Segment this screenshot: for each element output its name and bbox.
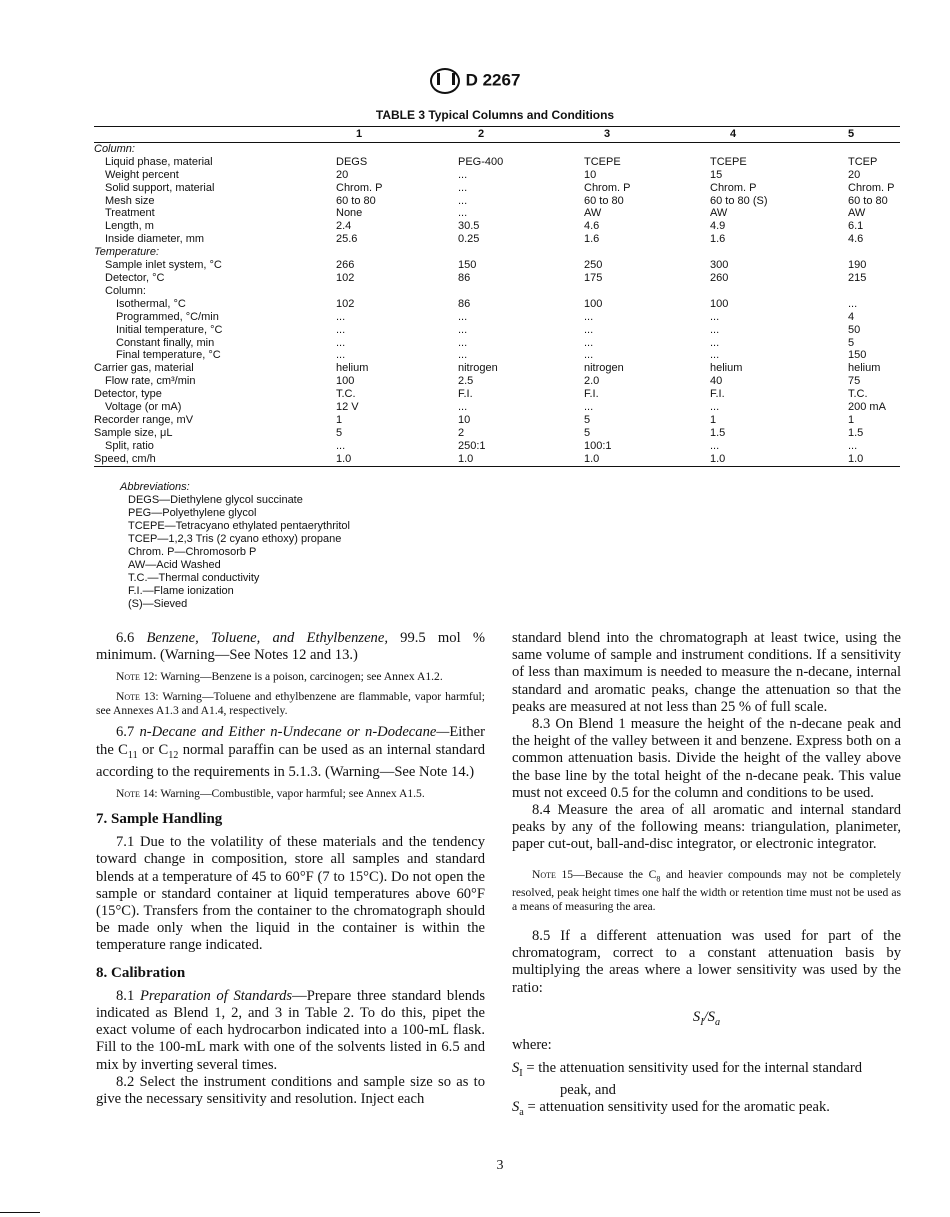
table-cell: TCEPE — [584, 155, 621, 168]
section-title: Preparation of Standards — [139, 987, 293, 1004]
table-cell: ... — [848, 439, 858, 452]
table-row — [94, 259, 900, 272]
section-text: or C — [137, 741, 169, 758]
table-cell: 190 — [848, 259, 867, 272]
definition-sa — [512, 1099, 901, 1121]
table-cell: 6.1 — [848, 220, 864, 233]
table-cell: 2 — [458, 426, 465, 439]
table-cell: 175 — [584, 271, 603, 284]
row-label: Carrier gas, material — [94, 362, 194, 375]
table-cell: 5 — [848, 336, 855, 349]
table-cell: 1.0 — [710, 453, 848, 466]
section-number: 6.7 — [116, 724, 135, 741]
def-text: = the attenuation sensitivity used for the internal standard — [522, 1060, 863, 1077]
table-cell: 100 — [584, 297, 603, 310]
table-cell: ... — [584, 310, 594, 323]
section-text: 99.5 mol % minimum. (Warning—See Notes 12 and 13.) — [96, 630, 485, 664]
table-cell: 1.6 — [710, 233, 726, 246]
eq-symbol: S — [692, 1008, 701, 1025]
table-cell — [710, 285, 848, 298]
table-cell: ... — [710, 323, 720, 336]
table-cell: 2.0 — [584, 375, 600, 388]
table-cell: AW — [710, 207, 728, 220]
section-title: Benzene, Toluene, and Ethylbenzene, — [146, 630, 388, 646]
table-cell: 215 — [848, 271, 867, 284]
row-label: Split, ratio — [105, 439, 154, 452]
table-cell: 30.5 — [458, 220, 480, 233]
table-cell: 1 — [848, 413, 855, 426]
table-cell: 1.0 — [458, 453, 584, 466]
table-cell: 1 — [336, 413, 343, 426]
section-number: 6.6 — [116, 630, 135, 646]
section-number: 8.1 — [116, 987, 135, 1004]
table-cell: ... — [710, 336, 720, 349]
table-cell: 75 — [848, 375, 861, 388]
table-cell: 15 — [710, 168, 723, 181]
table-cell: Chrom. P — [848, 181, 895, 194]
page-number: 3 — [496, 1158, 504, 1173]
table-row — [94, 182, 900, 195]
table-cell: ... — [458, 336, 468, 349]
section-8-3: 8.3 On Blend 1 measure the height of the n-decane peak and the height of the valley between it and benzene. Express both on a common attenuation basis. Divide the height of the valley above the base line by the total height of the n-decane peak. This value must not exceed 0.5 for the column and conditions to be used. — [512, 716, 901, 801]
row-label: Length, m — [105, 220, 154, 233]
table-cell: ... — [458, 349, 468, 362]
table-cell: 1.6 — [584, 233, 600, 246]
note-text: Warning—Combustible, vapor harmful; see Annex A1.5. — [157, 786, 425, 800]
page-header — [0, 68, 950, 94]
table-cell: 1 — [710, 413, 717, 426]
abbreviations-list — [120, 494, 350, 611]
note-14 — [96, 787, 485, 801]
ratio-equation — [512, 1009, 901, 1031]
table-cell: 20 — [336, 168, 349, 181]
table-cell: ... — [336, 323, 346, 336]
row-label: Final temperature, °C — [116, 349, 221, 362]
subscript: 12 — [168, 749, 179, 761]
table-cell: AW — [848, 207, 866, 220]
table-cell: 200 mA — [848, 401, 886, 414]
table-caption: TABLE 3 Typical Columns and Conditions — [375, 108, 615, 122]
note-15 — [512, 868, 901, 914]
table-cell: 40 — [710, 375, 723, 388]
table-cell — [584, 142, 710, 155]
table-cell — [848, 285, 900, 298]
table-row — [94, 388, 900, 401]
table-cell: 1.0 — [584, 453, 710, 466]
table-row — [94, 337, 900, 350]
table-cell: ... — [458, 310, 468, 323]
table-cell: ... — [710, 401, 720, 414]
definition-si — [512, 1060, 901, 1099]
abbreviation-item: TCEP—1,2,3 Tris (2 cyano ethoxy) propane — [128, 533, 342, 545]
subscript: 11 — [127, 749, 138, 761]
heading-calibration: 8. Calibration — [96, 964, 186, 981]
table-cell: 20 — [848, 168, 861, 181]
table-cell: 1.0 — [848, 453, 900, 466]
table-cell: 10 — [458, 413, 471, 426]
abbreviation-item: DEGS—Diethylene glycol succinate — [128, 494, 303, 506]
table-cell: 60 to 80 (S) — [710, 194, 768, 207]
section-6-7 — [96, 724, 485, 781]
table-cell: ... — [336, 439, 346, 452]
note-label: Note 14: — [116, 786, 158, 800]
table-cell: F.I. — [458, 388, 473, 401]
table-row — [94, 427, 900, 440]
table-cell: ... — [458, 181, 468, 194]
def-symbol: S — [512, 1060, 520, 1077]
table-cell: 150 — [458, 259, 477, 272]
table-cell: 250 — [584, 259, 603, 272]
table-cell: F.I. — [710, 388, 725, 401]
row-label: Sample size, μL — [94, 426, 173, 439]
note-text: —Because the C — [573, 867, 657, 881]
row-label: Isothermal, °C — [116, 297, 186, 310]
subscript: I — [519, 1067, 523, 1079]
abbreviation-item: PEG—Polyethylene glycol — [128, 507, 257, 519]
table-cell: 60 to 80 — [336, 194, 376, 207]
table-cell: 250:1 — [458, 439, 486, 452]
row-label: Detector, °C — [105, 271, 165, 284]
abbreviation-item: TCEPE—Tetracyano ethylated pentaerythritol — [128, 520, 350, 532]
table-header-col-4: 4 — [710, 127, 848, 143]
table-cell: ... — [584, 349, 594, 362]
row-label: Liquid phase, material — [105, 155, 213, 168]
table-cell: nitrogen — [584, 362, 624, 375]
table-cell: AW — [584, 207, 602, 220]
section-8-5: 8.5 If a different attenuation was used for part of the chromatogram, correct to a constant attenuation basis by multiplying the areas where a lower sensitivity was used by the ratio: — [512, 927, 901, 996]
table-header-col-2: 2 — [458, 127, 584, 143]
table-cell: ... — [336, 310, 346, 323]
left-column — [96, 630, 485, 1108]
table-row — [94, 414, 900, 427]
table-header-col-5: 5 — [848, 127, 900, 143]
table-cell: 25.6 — [336, 233, 358, 246]
table-cell: 5 — [336, 426, 343, 439]
right-column — [512, 630, 901, 1122]
table-row — [94, 220, 900, 233]
table-cell: 1.0 — [336, 453, 458, 466]
table-cell: helium — [710, 362, 743, 375]
table-cell — [336, 246, 458, 259]
section-text: —Prepare three standard blends indicated as Blend 1, 2, and 3 in Table 2. To do this, pipet the exact volume of each hydrocarbon indicated into a 100-mL flask. Fill to the 100-mL mark with one of the solvents listed in 6.5 and mix by inverting several times. — [96, 987, 486, 1073]
table-cell: 300 — [710, 259, 729, 272]
table-cell — [458, 285, 584, 298]
table-cell: 0.25 — [458, 233, 480, 246]
abbreviation-item: F.I.—Flame ionization — [128, 585, 234, 597]
row-label: Sample inlet system, °C — [105, 259, 222, 272]
table-cell — [458, 142, 584, 155]
table-header-row — [94, 127, 900, 143]
note-text: and heavier compounds may not be completely resolved, peak height times one half the width or retention time must not be used as a means of measuring the area. — [512, 867, 901, 913]
table-cell: 60 to 80 — [848, 194, 888, 207]
table-cell — [848, 142, 900, 155]
table-header-col-3: 3 — [584, 127, 710, 143]
table-cell: 50 — [848, 323, 861, 336]
table-cell — [584, 246, 710, 259]
table-cell: Chrom. P — [584, 181, 631, 194]
table-row — [94, 246, 900, 259]
table-cell: ... — [336, 336, 346, 349]
table-cell: 5 — [584, 413, 591, 426]
table-cell: Chrom. P — [336, 181, 383, 194]
section-7-1: 7.1 Due to the volatility of these materials and the tendency toward change in composition, store all samples and standard blends at a temperature of 45 to 60°F (7 to 15°C). Do not open the sample or standard container at liquid temperatures above 60°F (15°C). Transfers from the container to the chromatograph should be made only when the liquid in the container is within the temperature range indicated. — [96, 834, 485, 954]
subscript: 8 — [656, 873, 661, 883]
table-cell: 86 — [458, 297, 471, 310]
table-row — [94, 233, 900, 246]
row-label: Recorder range, mV — [94, 413, 194, 426]
table-cell: 1.5 — [710, 426, 726, 439]
section-text: Either the C — [96, 724, 485, 758]
table-row — [94, 324, 900, 337]
table-cell — [710, 142, 848, 155]
note-label: Note 12: — [116, 670, 158, 684]
table-header-col-1: 1 — [336, 127, 458, 143]
table-row — [94, 156, 900, 169]
table-cell: 266 — [336, 259, 355, 272]
note-12 — [96, 670, 485, 684]
row-label: Column: — [94, 142, 135, 155]
table-cell: ... — [584, 401, 594, 414]
row-label: Flow rate, cm³/min — [105, 375, 196, 388]
table-cell: DEGS — [336, 155, 368, 168]
table-cell: 1.5 — [848, 426, 864, 439]
table-row — [94, 142, 900, 155]
section-title: n-Decane and Either n-Undecane or n-Dodecane— — [139, 724, 450, 741]
table-cell: ... — [458, 168, 468, 181]
table-cell — [336, 285, 458, 298]
row-label: Programmed, °C/min — [116, 310, 219, 323]
table-cell — [336, 142, 458, 155]
note-label: Note 13: — [116, 690, 159, 704]
astm-logo-icon — [430, 68, 460, 94]
subscript: a — [519, 1107, 524, 1119]
table-cell: 102 — [336, 297, 355, 310]
note-text: Warning—Benzene is a poison, carcinogen; see Annex A1.2. — [157, 670, 443, 684]
table-cell: 4.9 — [710, 220, 726, 233]
table-header-blank — [94, 127, 336, 143]
eq-symbol: /S — [703, 1008, 715, 1025]
table-cell: 10 — [584, 168, 597, 181]
table-row — [94, 311, 900, 324]
section-6-6 — [96, 630, 485, 664]
def-text-continued: peak, and — [560, 1082, 616, 1099]
row-label: Voltage (or mA) — [105, 401, 182, 414]
def-text: = attenuation sensitivity used for the aromatic peak. — [523, 1099, 830, 1116]
row-label: Solid support, material — [105, 181, 215, 194]
section-8-2-continued: standard blend into the chromatograph at least twice, using the same volume of sample and instrument conditions. If a sensitivity of less than maximum is needed to measure the n-decane, internal standard and aromatic peaks, change the attenuation so that the peaks are measured at not less than 25 % of full scale. — [512, 630, 901, 715]
row-label: Constant finally, min — [116, 336, 215, 349]
table-cell: F.I. — [584, 388, 599, 401]
table-row — [94, 207, 900, 220]
row-label: Initial temperature, °C — [116, 323, 223, 336]
table-cell: 102 — [336, 271, 355, 284]
table-cell: TCEP — [848, 155, 878, 168]
table-cell: 2.4 — [336, 220, 352, 233]
table-cell: 260 — [710, 271, 729, 284]
table-cell: 5 — [584, 426, 591, 439]
row-label: Inside diameter, mm — [105, 233, 205, 246]
subscript: I — [700, 1016, 704, 1028]
standard-designation: D 2267 — [465, 70, 521, 90]
table-cell: None — [336, 207, 363, 220]
table-row — [94, 169, 900, 182]
note-13 — [96, 690, 485, 718]
abbreviation-item: (S)—Sieved — [128, 598, 188, 610]
table-cell: PEG-400 — [458, 155, 504, 168]
table-cell: 2.5 — [458, 375, 474, 388]
table-row — [94, 349, 900, 362]
table-cell: TCEPE — [710, 155, 747, 168]
table-cell: ... — [458, 207, 468, 220]
table-cell: ... — [710, 439, 720, 452]
subscript: a — [714, 1016, 721, 1028]
table-cell: ... — [848, 297, 858, 310]
table-cell: T.C. — [336, 388, 356, 401]
abbreviation-item: Chrom. P—Chromosorb P — [128, 546, 257, 558]
table-row — [94, 453, 900, 466]
table-row — [94, 195, 900, 208]
table-cell — [848, 246, 900, 259]
row-label: Speed, cm/h — [94, 453, 336, 466]
footer-rule — [0, 1212, 40, 1213]
table-cell: ... — [584, 336, 594, 349]
row-label: Mesh size — [105, 194, 155, 207]
table-cell: helium — [848, 362, 881, 375]
table-cell: 4.6 — [848, 233, 864, 246]
table-cell: 12 V — [336, 401, 359, 414]
table-cell: T.C. — [848, 388, 868, 401]
row-label: Detector, type — [94, 388, 162, 401]
table-cell: ... — [458, 194, 468, 207]
row-label: Weight percent — [105, 168, 179, 181]
section-8-2: 8.2 Select the instrument conditions and sample size so as to give the necessary sensitivity and resolution. Inject each — [96, 1073, 485, 1107]
section-text: normal paraffin can be used as an internal standard according to the requirements in 5.1.3. (Warning—See Note 14.) — [96, 741, 486, 780]
where-label: where: — [512, 1036, 552, 1053]
row-label: Treatment — [105, 207, 155, 220]
table-body — [94, 142, 900, 466]
table-row — [94, 298, 900, 311]
table-cell: ... — [710, 310, 720, 323]
note-text: Warning—Toluene and ethylbenzene are flammable, vapor harmful; see Annexes A1.3 and A1.4, respectively. — [96, 690, 485, 718]
table-cell — [710, 246, 848, 259]
table-cell: 150 — [848, 349, 867, 362]
heading-sample-handling: 7. Sample Handling — [96, 810, 223, 827]
table-row — [94, 285, 900, 298]
table-cell: ... — [336, 349, 346, 362]
table-cell: 100 — [336, 375, 355, 388]
row-label: Column: — [105, 284, 146, 297]
section-8-1 — [96, 988, 485, 1074]
table-cell: ... — [584, 323, 594, 336]
table-cell: ... — [458, 323, 468, 336]
table-cell: ... — [458, 401, 468, 414]
table-cell: ... — [710, 349, 720, 362]
table-row — [94, 440, 900, 453]
table-cell: 100:1 — [584, 439, 612, 452]
table-row — [94, 401, 900, 414]
abbreviation-item: AW—Acid Washed — [128, 559, 221, 571]
table-cell — [458, 246, 584, 259]
table-cell — [584, 285, 710, 298]
table-cell: 100 — [710, 297, 729, 310]
row-label: Temperature: — [94, 246, 160, 259]
table-cell: nitrogen — [458, 362, 498, 375]
table-cell: 4 — [848, 310, 855, 323]
table-cell: Chrom. P — [710, 181, 757, 194]
note-label: Note 15 — [532, 867, 574, 881]
table-cell: 4.6 — [584, 220, 600, 233]
table-row — [94, 375, 900, 388]
def-symbol: S — [512, 1099, 520, 1116]
table-row — [94, 362, 900, 375]
section-8-4: 8.4 Measure the area of all aromatic and internal standard peaks by any of the following means: triangulation, planimeter, paper cut-out, ball-and-disc integrator, or electronic integrator. — [512, 802, 901, 853]
abbreviations-heading: Abbreviations: — [120, 481, 190, 493]
table-row — [94, 272, 900, 285]
abbreviations-block — [120, 481, 350, 611]
table-cell: helium — [336, 362, 369, 375]
table-cell: 60 to 80 — [584, 194, 624, 207]
abbreviation-item: T.C.—Thermal conductivity — [128, 572, 260, 584]
table-cell: 86 — [458, 271, 471, 284]
columns-conditions-table — [94, 126, 900, 467]
